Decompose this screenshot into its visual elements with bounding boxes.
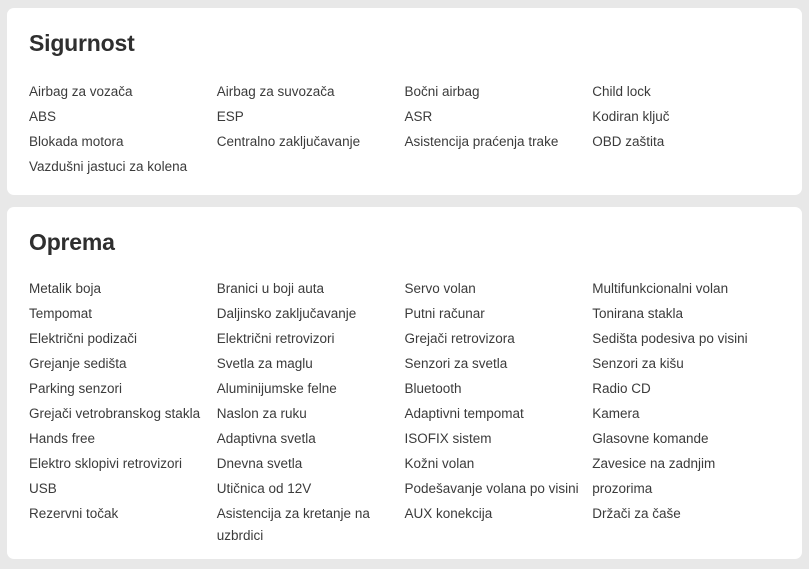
feature-item: Držači za čaše [592,506,681,521]
feature-item: Radio CD [592,381,651,396]
feature-item: ASR [404,109,433,124]
equipment-section [7,207,802,559]
feature-item: Bluetooth [404,381,462,396]
feature-item: Kožni volan [404,456,475,471]
feature-item: USB [29,481,57,496]
equipment-columns [29,276,780,549]
feature-item: Tonirana stakla [592,306,684,321]
feature-item: Tempomat [29,306,93,321]
feature-item: Blokada motora [29,134,124,149]
feature-item: AUX konekcija [404,506,493,521]
safety-column-3 [405,79,593,154]
feature-item: Child lock [592,84,651,99]
feature-item: Grejači vetrobranskog stakla [29,406,201,421]
safety-column-2 [217,79,405,154]
feature-item: Asistencija praćenja trake [404,134,559,149]
feature-item: Električni podizači [29,331,138,346]
feature-item: ABS [29,109,57,124]
feature-item: Kodiran ključ [592,109,670,124]
feature-item: Naslon za ruku [216,406,307,421]
feature-item: Aluminijumske felne [216,381,337,396]
feature-item: Grejanje sedišta [29,356,127,371]
feature-item: Servo volan [404,281,476,296]
feature-item: Asistencija za kretanje na uzbrdici [216,506,370,543]
feature-item: Daljinsko zaključavanje [216,306,357,321]
safety-columns [29,79,780,179]
feature-item: Branici u boji auta [216,281,325,296]
feature-item: Elektro sklopivi retrovizori [29,456,183,471]
feature-item: Vazdušni jastuci za kolena [29,159,188,174]
feature-item: Putni računar [404,306,485,321]
feature-item: Podešavanje volana po visini [404,481,579,496]
safety-section-title: Sigurnost [29,30,135,56]
feature-item: Sedišta podesiva po visini [592,331,748,346]
feature-item: Multifunkcionalni volan [592,281,729,296]
equipment-column-4 [592,276,780,526]
feature-item: Dnevna svetla [216,456,303,471]
feature-item: Metalik boja [29,281,102,296]
feature-item: OBD zaštita [592,134,665,149]
feature-item: Adaptivna svetla [216,431,316,446]
feature-item: Bočni airbag [404,84,480,99]
feature-item: Hands free [29,431,96,446]
feature-item: Airbag za vozača [29,84,133,99]
equipment-column-3 [405,276,593,526]
feature-item: Zavesice na zadnjim prozorima [592,456,716,496]
feature-item: Električni retrovizori [216,331,335,346]
feature-item: ESP [216,109,244,124]
feature-item: Senzori za svetla [404,356,508,371]
feature-item: Utičnica od 12V [216,481,312,496]
feature-item: Airbag za suvozača [216,84,335,99]
equipment-section-title: Oprema [29,229,115,255]
safety-column-4 [592,79,780,154]
feature-item: Parking senzori [29,381,123,396]
feature-item: ISOFIX sistem [404,431,492,446]
feature-item: Svetla za maglu [216,356,313,371]
equipment-column-1 [29,276,217,526]
feature-item: Centralno zaključavanje [216,134,361,149]
feature-item: Glasovne komande [592,431,709,446]
feature-item: Senzori za kišu [592,356,684,371]
feature-item: Adaptivni tempomat [404,406,524,421]
safety-section [7,8,802,195]
feature-item: Rezervni točak [29,506,119,521]
equipment-column-2 [217,276,405,549]
feature-item: Kamera [592,406,640,421]
feature-item: Grejači retrovizora [404,331,515,346]
safety-column-1 [29,79,217,179]
